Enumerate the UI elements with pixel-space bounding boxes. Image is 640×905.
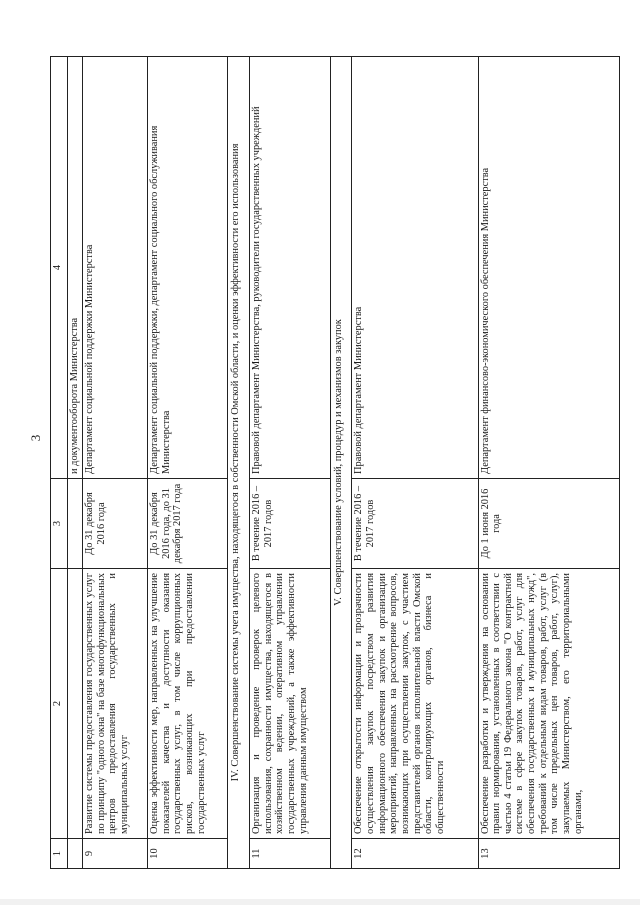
row-measure: Оценка эффективности мер, направленных на улучшение показателей качества и доступности оказания государственных услуг, в том числе коррупционных рисков, возникающих при предоставлении государственных услуг	[148, 569, 228, 839]
row-number: 9	[83, 839, 148, 869]
row-term: До 31 декабря 2016 года	[83, 479, 148, 569]
section-heading-v: V. Совершенствование условий, процедур и механизмов закупок	[330, 57, 352, 869]
column-header-row	[51, 57, 68, 869]
row-term: В течение 2016 – 2017 годов	[250, 479, 330, 569]
column-header-term: 3	[51, 479, 68, 569]
row-executor: Департамент социальной поддержки, департамент социального обслуживания Министерства	[148, 57, 228, 479]
column-header-number: 1	[51, 839, 68, 869]
section-heading-row	[228, 57, 250, 869]
row-executor: Правовой департамент Министерства, руководители государственных учреждений	[250, 57, 330, 479]
row-executor: Правовой департамент Министерства	[352, 57, 478, 479]
table-row	[148, 57, 228, 869]
row-number: 13	[478, 839, 619, 869]
action-plan-table	[50, 56, 620, 869]
row-number: 12	[352, 839, 478, 869]
row-measure: Обеспечение разработки и утверждения на основании правил нормирования, установленных в соответствии с частью 4 статьи 19 Федерального закона "О контрактной системе в сфере закупок товаров, работ, услуг для обеспечения государственных и муниципальных нужд", требований к отдельным видам товаров, работ, услуг (в том числе предельных цен товаров, работ, услуг), закупаемых Министерством, его территориальными органами,	[478, 569, 619, 839]
page-number: 3	[28, 434, 43, 442]
row-measure: Организация и проведение проверок целевого использования, сохранности имущества, находящегося в хозяйственном ведении, оперативном управлении государственных учреждений, а также эффективности управления данным имуществом	[250, 569, 330, 839]
column-header-measure: 2	[51, 569, 68, 839]
continuation-cell-3	[68, 479, 83, 569]
table-row	[478, 57, 619, 869]
column-header-executor: 4	[51, 57, 68, 479]
section-heading-iv: IV. Совершенствование системы учета имущества, находящегося в собственности Омской области, и оценки эффективности его использования	[228, 57, 250, 869]
row-term: До 31 декабря 2016 года, до 31 декабря 2017 года	[148, 479, 228, 569]
continuation-cell-2	[68, 569, 83, 839]
section-heading-row	[330, 57, 352, 869]
continuation-row	[68, 57, 83, 869]
row-term: До 1 июня 2016 года	[478, 479, 619, 569]
table-row	[352, 57, 478, 869]
table-row	[83, 57, 148, 869]
continuation-cell-1	[68, 839, 83, 869]
row-measure: Развитие системы предоставления государственных услуг по принципу "одного окна" на базе многофункциональных центров предоставления государственных и муниципальных услуг	[83, 569, 148, 839]
row-number: 11	[250, 839, 330, 869]
row-executor: Департамент социальной поддержки Министерства	[83, 57, 148, 479]
table-row	[250, 57, 330, 869]
row-number: 10	[148, 839, 228, 869]
rotated-landscape-table-page	[50, 57, 620, 869]
row-term: В течение 2016 – 2017 годов	[352, 479, 478, 569]
row-executor: Департамент финансово-экономического обеспечения Министерства	[478, 57, 619, 479]
row-measure: Обеспечение открытости информации и прозрачности осуществления закупок посредством развития информационного обеспечения закупок и организации мероприятий, направленных на рассмотрение вопросов, возникающих при осуществлении закупок, с участием представителей органов исполнительной власти Омской области, контролирующих органов, бизнеса и общественности	[352, 569, 478, 839]
continuation-executor: и документооборота Министерства	[68, 57, 83, 479]
page-bottom-edge	[0, 899, 640, 905]
